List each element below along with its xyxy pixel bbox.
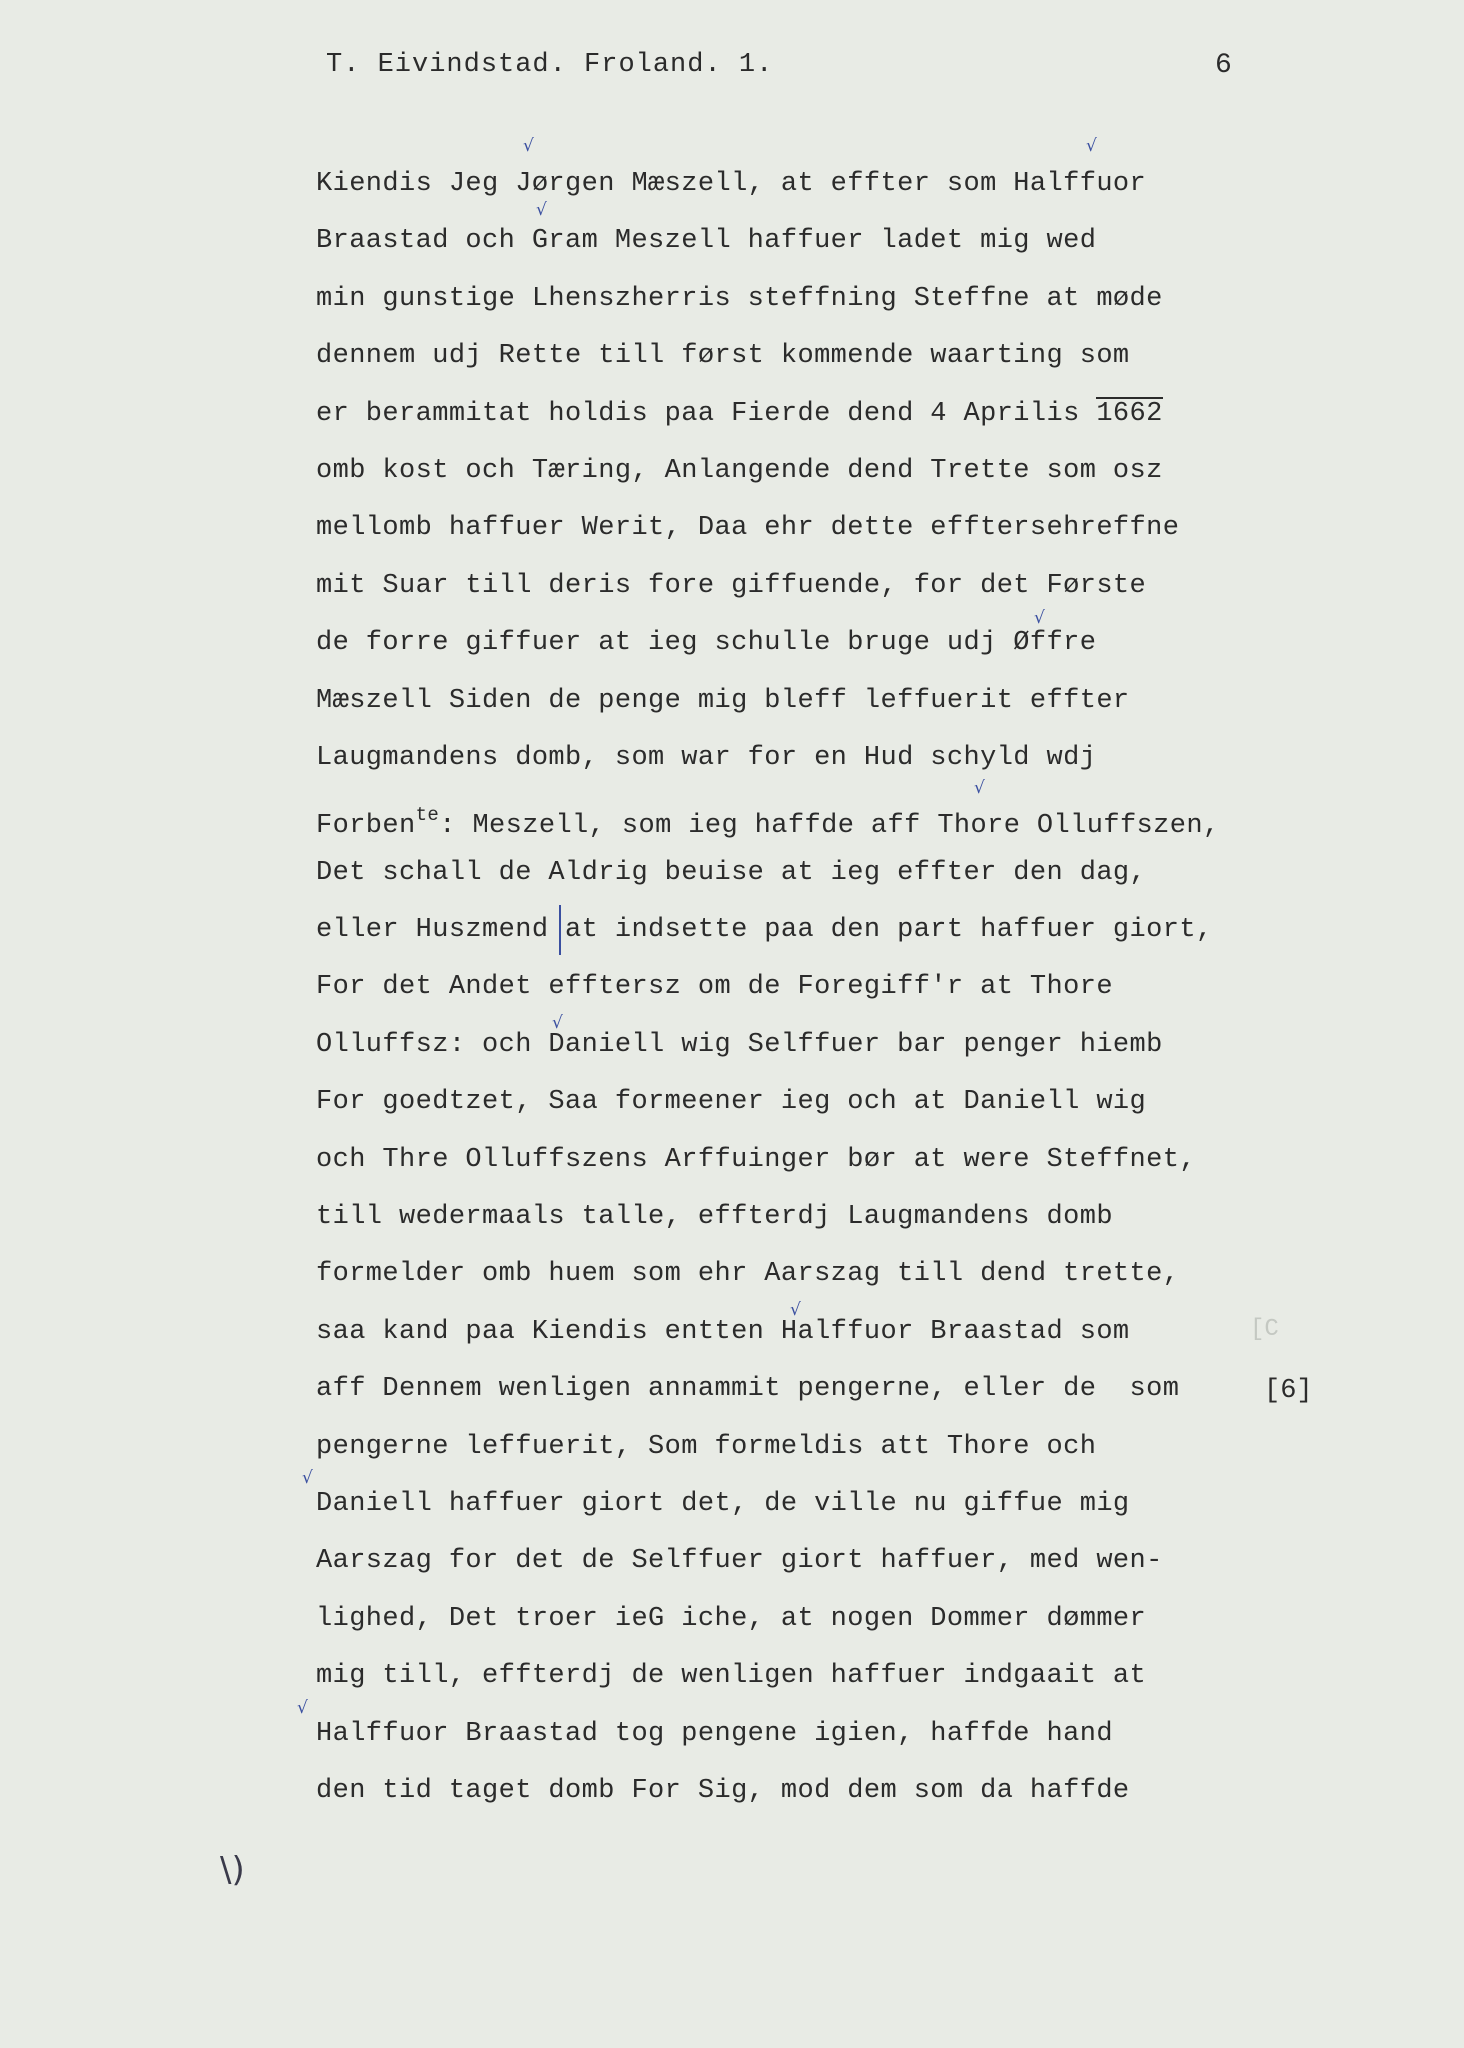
text-line-start: er berammitat holdis paa Fierde dend 4 Aprilis bbox=[316, 398, 1097, 429]
year-overlined: 1662 bbox=[1096, 398, 1163, 429]
text-line: Halffuor Braastad tog pengene igien, haffde hand bbox=[316, 1718, 1113, 1749]
text-line: mit Suar till deris fore giffuende, for det Første bbox=[316, 570, 1147, 601]
text-line: de forre giffuer at ieg schulle bruge udj Øffre bbox=[316, 628, 1097, 659]
check-mark-icon: √ bbox=[297, 1698, 308, 1718]
text-line-end: : Meszell, som ieg haffde aff Thore Olluffszen, bbox=[439, 811, 1220, 842]
check-mark-icon: √ bbox=[536, 200, 547, 220]
text-line: saa kand paa Kiendis entten Halffuor Braastad som bbox=[316, 1316, 1130, 1347]
text-line: Olluffsz: och Daniell wig Selffuer bar penger hiemb bbox=[316, 1029, 1163, 1060]
text-line: den tid taget domb For Sig, mod dem som da haffde bbox=[316, 1775, 1130, 1806]
check-mark-icon: √ bbox=[1086, 136, 1097, 156]
text-line: Aarszag for det de Selffuer giort haffuer, med wen- bbox=[316, 1546, 1163, 1577]
text-line: Laugmandens domb, som war for en Hud schyld wdj bbox=[316, 742, 1097, 773]
check-mark-icon: √ bbox=[790, 1300, 801, 1320]
margin-note: [6] bbox=[1264, 1376, 1313, 1406]
text-line: min gunstige Lhenszherris steffning Steffne at møde bbox=[316, 283, 1163, 314]
text-line: Det schall de Aldrig beuise at ieg effter den dag, bbox=[316, 857, 1147, 888]
text-line: dennem udj Rette till først kommende waarting som bbox=[316, 341, 1130, 372]
text-line bbox=[316, 386, 1326, 443]
text-line: Daniell haffuer giort det, de ville nu giffue mig bbox=[316, 1488, 1130, 1519]
text-line: For det Andet efftersz om de Foregiff'r at Thore bbox=[316, 972, 1113, 1003]
text-line: lighed, Det troer ieG iche, at nogen Dommer dømmer bbox=[316, 1603, 1147, 1634]
page-header: T. Eivindstad. Froland. 1. bbox=[326, 50, 774, 80]
text-line: mig till, effterdj de wenligen haffuer indgaait at bbox=[316, 1661, 1147, 1692]
text-line: Braastad och Gram Meszell haffuer ladet mig wed bbox=[316, 226, 1097, 257]
text-line: formelder omb huem som ehr Aarszag till dend trette, bbox=[316, 1259, 1180, 1290]
check-mark-icon: √ bbox=[523, 136, 534, 156]
text-line: aff Dennem wenligen annammit pengerne, eller de som bbox=[316, 1374, 1180, 1405]
check-mark-icon: √ bbox=[974, 778, 985, 798]
check-mark-icon: √ bbox=[302, 1468, 313, 1488]
text-line: Mæszell Siden de penge mig bleff leffuerit effter bbox=[316, 685, 1130, 716]
document-body bbox=[316, 156, 1326, 1820]
text-line: Kiendis Jeg Jørgen Mæszell, at effter som Halffuor bbox=[316, 169, 1147, 199]
text-line: For goedtzet, Saa formeener ieg och at Daniell wig bbox=[316, 1087, 1147, 1118]
superscript: te bbox=[415, 804, 440, 827]
text-line bbox=[316, 787, 1326, 844]
text-line: eller Huszmend at indsette paa den part haffuer giort, bbox=[316, 915, 1213, 946]
faint-margin-note: [C bbox=[1250, 1316, 1279, 1343]
text-line: och Thre Olluffszens Arffuinger bør at were Steffnet, bbox=[316, 1144, 1196, 1175]
text-line: mellomb haffuer Werit, Daa ehr dette efftersehreffne bbox=[316, 513, 1180, 544]
text-line: pengerne leffuerit, Som formeldis att Thore och bbox=[316, 1431, 1097, 1462]
text-line: omb kost och Tæring, Anlangende dend Trette som osz bbox=[316, 455, 1163, 486]
check-mark-icon: √ bbox=[552, 1013, 563, 1033]
text-line-start: Forben bbox=[316, 811, 416, 842]
check-mark-icon: √ bbox=[1034, 608, 1045, 628]
handwritten-mark: \) bbox=[220, 1850, 245, 1890]
text-line: till wedermaals talle, effterdj Laugmandens domb bbox=[316, 1202, 1113, 1233]
page-number: 6 bbox=[1215, 50, 1232, 81]
